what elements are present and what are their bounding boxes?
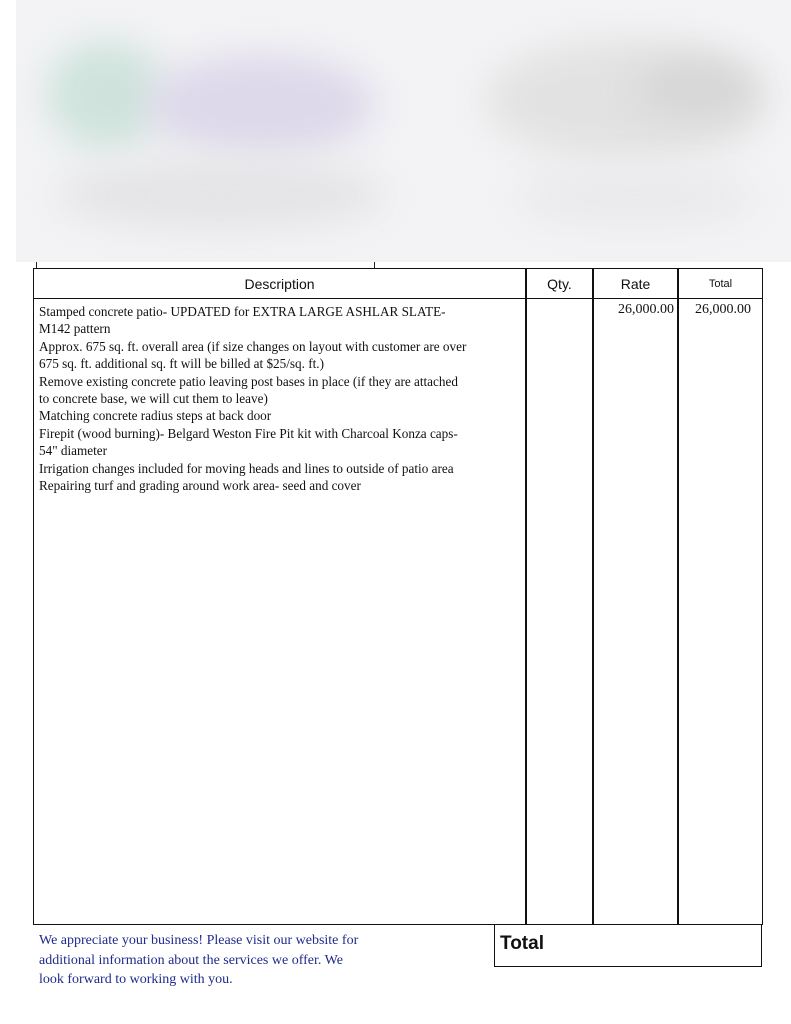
header-total: Total: [708, 278, 733, 290]
header-description: Description: [244, 276, 315, 292]
description-line: Irrigation changes included for moving heads and lines to outside of patio area: [39, 460, 454, 476]
description-line: Firepit (wood burning)- Belgard Weston Fire Pit kit with Charcoal Konza caps-: [39, 425, 458, 441]
header-rate: Rate: [620, 276, 651, 292]
description-line: 54" diameter: [39, 443, 107, 459]
description-line: Stamped concrete patio- UPDATED for EXTRA LARGE ASHLAR SLATE-: [39, 304, 446, 319]
line-item-description: [39, 303, 524, 494]
line-item-total: 26,000.00: [695, 302, 751, 317]
line-item-rate: 26,000.00: [618, 302, 674, 317]
description-line: to concrete base, we will cut them to leave): [39, 391, 268, 407]
col-divider-desc-qty: [525, 268, 527, 925]
table-top-border: [33, 268, 763, 269]
description-line: Matching concrete radius steps at back door: [39, 408, 272, 424]
blurred-company-info: [146, 55, 376, 155]
header-qty: Qty.: [547, 276, 572, 292]
description-line: 675 sq. ft. additional sq. ft will be billed at $25/sq. ft.): [39, 356, 324, 372]
total-label: Total: [500, 933, 544, 954]
blurred-header: [16, 0, 791, 262]
description-line: Repairing turf and grading around work area- seed and cover: [39, 478, 361, 494]
description-line: Approx. 675 sq. ft. overall area (if size changes on layout with customer are over: [39, 338, 467, 354]
table-left-border: [33, 268, 34, 925]
message-line: look forward to working with you.: [39, 972, 233, 987]
message-line: additional information about the services we offer. We: [39, 952, 343, 968]
message-line: We appreciate your business! Please visit our website for: [39, 933, 359, 948]
blurred-customer-info: [56, 160, 386, 230]
table-right-border: [762, 268, 763, 925]
description-line: M142 pattern: [39, 321, 111, 337]
thank-you-message: [39, 931, 479, 990]
blurred-invoice-title: [636, 60, 756, 120]
col-divider-qty-rate: [592, 268, 594, 925]
blurred-invoice-meta: [516, 170, 756, 225]
col-divider-rate-total: [677, 268, 679, 925]
header-bottom-border: [33, 298, 763, 299]
description-line: Remove existing concrete patio leaving post bases in place (if they are attached: [39, 373, 458, 389]
